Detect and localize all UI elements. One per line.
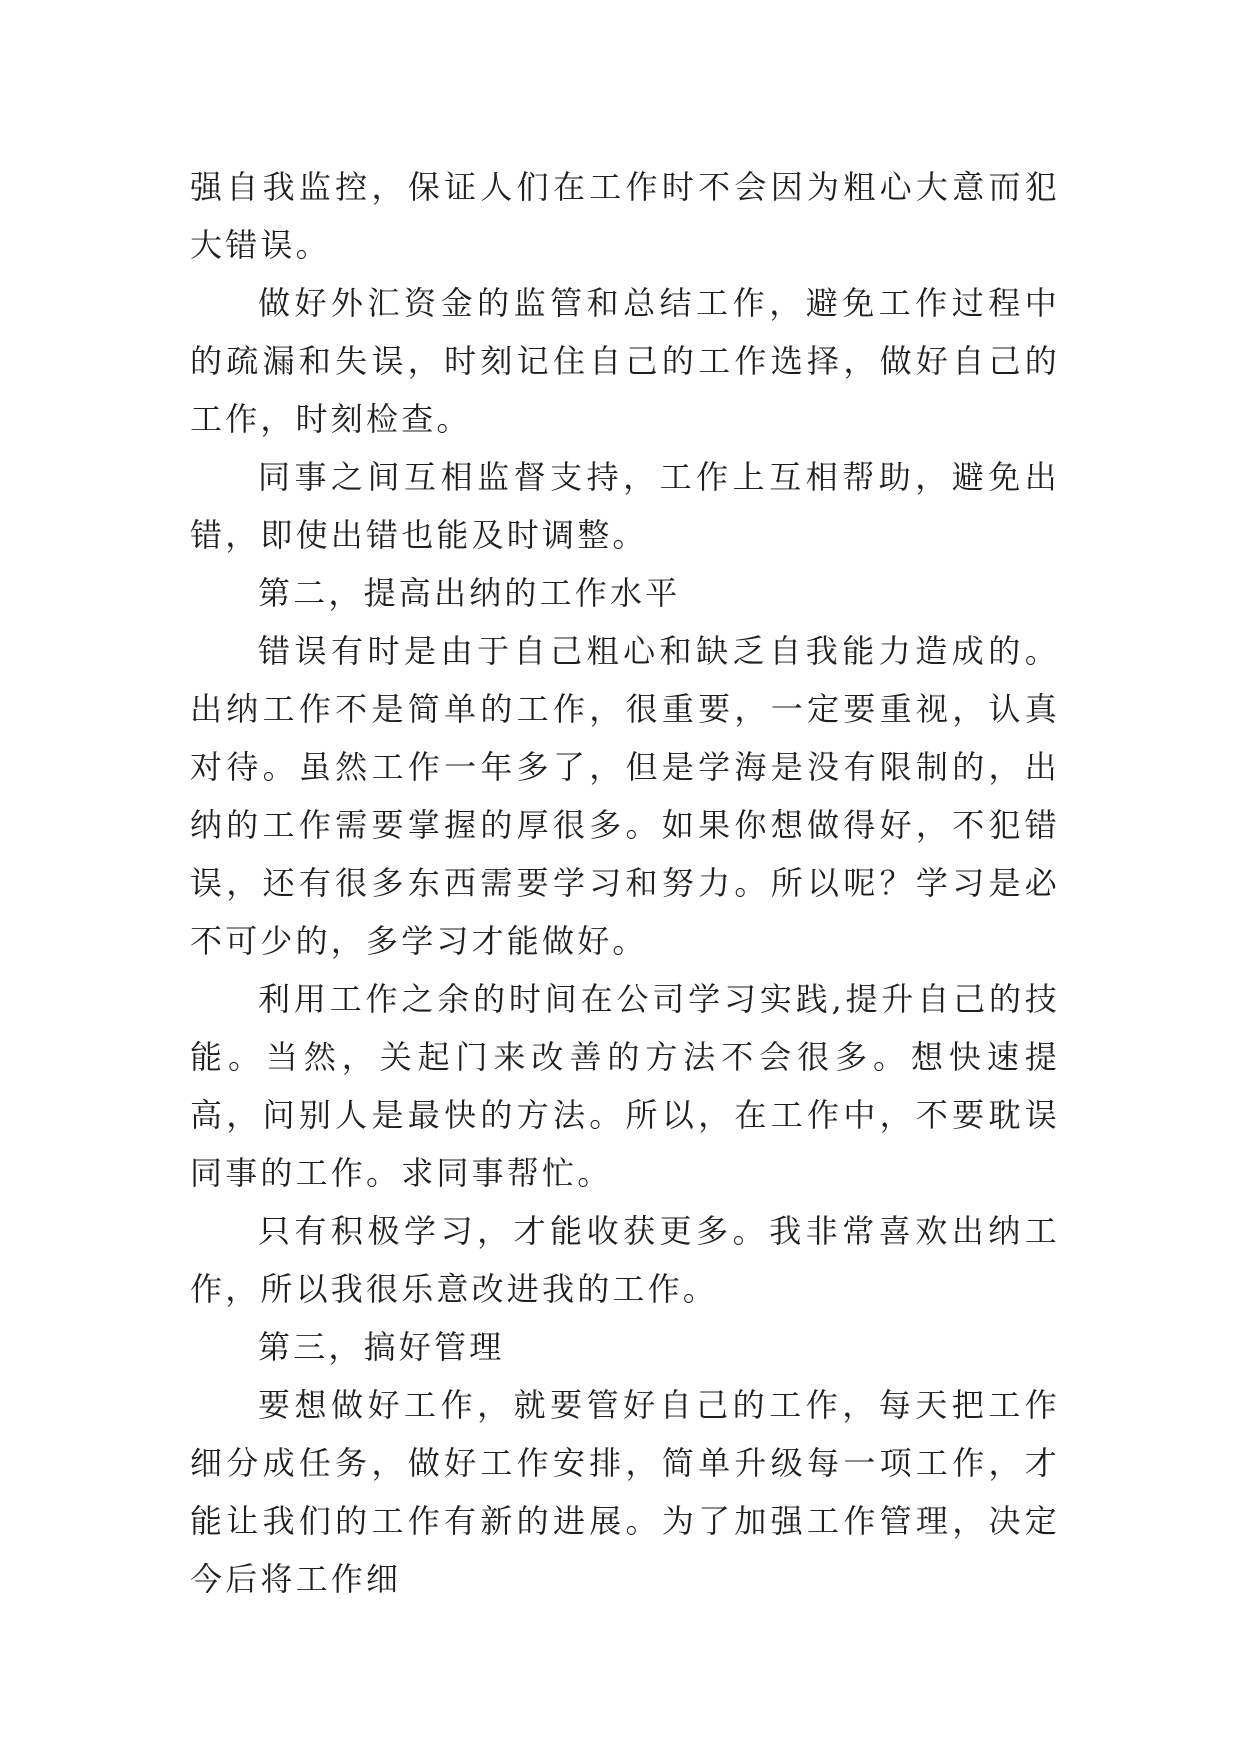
paragraph-learning: 错误有时是由于自己粗心和缺乏自我能力造成的。出纳工作不是简单的工作，很重要，一定要重视，认真对待。虽然工作一年多了，但是学海是没有限制的，出纳的工作需要掌握的厚很多。如果你想做得好，不犯错误，还有很多东西需要学习和努力。所以呢？学习是必不可少的，多学习才能做好。: [190, 632, 1060, 960]
section-heading-second: 第二，提高出纳的工作水平: [258, 574, 681, 612]
paragraph-management: 要想做好工作，就要管好自己的工作，每天把工作细分成任务，做好工作安排，简单升级每一项工作，才能让我们的工作有新的进展。为了加强工作管理，决定今后将工作细: [190, 1386, 1060, 1598]
paragraph-practice: 利用工作之余的时间在公司学习实践,提升自己的技能。当然，关起门来改善的方法不会很多。想快速提高，问别人是最快的方法。所以，在工作中，不要耽误同事的工作。求同事帮忙。: [190, 980, 1060, 1192]
document-body: [190, 158, 1060, 1608]
paragraph-continuation: 强自我监控，保证人们在工作时不会因为粗心大意而犯大错误。: [190, 168, 1060, 264]
paragraph-active-learning: 只有积极学习，才能收获更多。我非常喜欢出纳工作，所以我很乐意改进我的工作。: [190, 1212, 1060, 1308]
paragraph-forex-supervision: 做好外汇资金的监管和总结工作，避免工作过程中的疏漏和失误，时刻记住自己的工作选择，做好自己的工作，时刻检查。: [190, 284, 1060, 438]
paragraph-mutual-support: 同事之间互相监督支持，工作上互相帮助，避免出错，即使出错也能及时调整。: [190, 458, 1060, 554]
section-heading-third: 第三，搞好管理: [258, 1328, 505, 1366]
